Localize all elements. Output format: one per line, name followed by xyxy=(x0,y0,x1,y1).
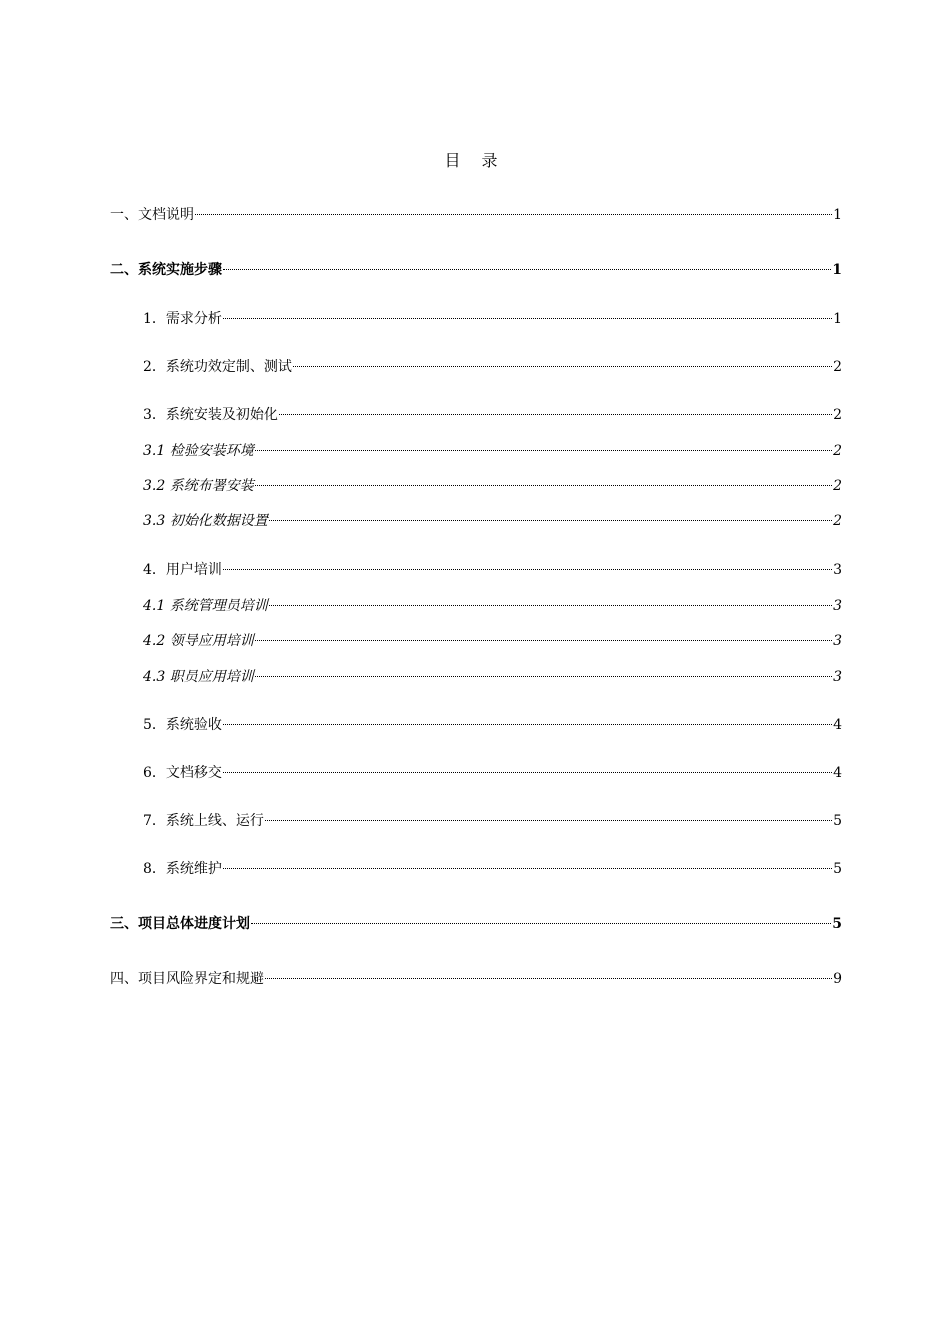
toc-dot-leader xyxy=(195,214,832,215)
toc-dot-leader xyxy=(223,868,832,869)
toc-page-number: 2 xyxy=(833,478,842,494)
toc-entry-deploy-install[interactable] xyxy=(143,476,842,496)
toc-entry-text: 二、系统实施步骤 xyxy=(110,262,222,278)
toc-dot-leader xyxy=(265,820,832,821)
toc-entry-text: 3.2 系统布署安装 xyxy=(143,478,254,494)
toc-entry-customization-testing[interactable] xyxy=(143,357,842,377)
toc-entry-progress-plan[interactable] xyxy=(110,914,842,934)
toc-entry-staff-training[interactable] xyxy=(143,667,842,687)
toc-entry-install-init[interactable] xyxy=(143,405,842,425)
toc-page-number: 3 xyxy=(833,633,842,649)
toc-entry-doc-handover[interactable] xyxy=(143,763,842,783)
toc-entry-text: 4.2 领导应用培训 xyxy=(143,633,254,649)
toc-entry-leader-training[interactable] xyxy=(143,631,842,651)
toc-entry-go-live[interactable] xyxy=(143,811,842,831)
toc-entry-requirements-analysis[interactable] xyxy=(143,309,842,329)
toc-dot-leader xyxy=(269,605,832,606)
toc-entry-text: 8．系统维护 xyxy=(143,861,222,877)
toc-entry-text: 一、文档说明 xyxy=(110,207,194,223)
toc-entry-text: 4．用户培训 xyxy=(143,562,222,578)
toc-dot-leader xyxy=(255,640,832,641)
toc-page-number: 5 xyxy=(833,861,842,877)
toc-dot-leader xyxy=(223,318,832,319)
toc-dot-leader xyxy=(223,569,832,570)
toc-entry-text: 3.1 检验安装环境 xyxy=(143,443,254,459)
toc-page-number: 1 xyxy=(832,262,842,278)
toc-page-number: 3 xyxy=(833,562,842,578)
toc-entry-text: 1．需求分析 xyxy=(143,311,222,327)
toc-dot-leader xyxy=(255,485,832,486)
toc-page-number: 5 xyxy=(832,916,842,932)
toc-dot-leader xyxy=(223,772,832,773)
toc-dot-leader xyxy=(223,269,831,270)
toc-entry-system-maintenance[interactable] xyxy=(143,859,842,879)
toc-entry-text: 4.3 职员应用培训 xyxy=(143,669,254,685)
toc-entry-text: 3.3 初始化数据设置 xyxy=(143,513,268,529)
toc-page-number: 2 xyxy=(833,513,842,529)
toc-page-number: 2 xyxy=(833,443,842,459)
toc-entry-text: 三、项目总体进度计划 xyxy=(110,916,250,932)
toc-dot-leader xyxy=(223,724,832,725)
toc-entry-system-acceptance[interactable] xyxy=(143,715,842,735)
toc-dot-leader xyxy=(255,450,832,451)
toc-page-number: 4 xyxy=(833,717,842,733)
toc-page-number: 5 xyxy=(833,813,842,829)
toc-dot-leader xyxy=(269,520,832,521)
toc-page-number: 1 xyxy=(833,311,842,327)
toc-title: 目 录 xyxy=(444,151,506,170)
toc-entry-text: 5．系统验收 xyxy=(143,717,222,733)
toc-entry-text: 7．系统上线、运行 xyxy=(143,813,264,829)
toc-entry-doc-description[interactable] xyxy=(110,205,842,225)
toc-page-number: 2 xyxy=(833,359,842,375)
toc-dot-leader xyxy=(255,676,832,677)
toc-entry-text: 6．文档移交 xyxy=(143,765,222,781)
toc-page-number: 2 xyxy=(833,407,842,423)
toc-dot-leader xyxy=(251,923,831,924)
toc-dot-leader xyxy=(293,366,832,367)
toc-entry-text: 4.1 系统管理员培训 xyxy=(143,598,268,614)
toc-entry-check-environment[interactable] xyxy=(143,441,842,461)
toc-page-number: 9 xyxy=(833,971,842,987)
toc-dot-leader xyxy=(279,414,832,415)
toc-entry-text: 2．系统功效定制、测试 xyxy=(143,359,292,375)
toc-page-number: 3 xyxy=(833,669,842,685)
toc-page-number: 1 xyxy=(833,207,842,223)
toc-page-number: 3 xyxy=(833,598,842,614)
toc-page-number: 4 xyxy=(833,765,842,781)
toc-entry-admin-training[interactable] xyxy=(143,596,842,616)
toc-entry-text: 3．系统安装及初始化 xyxy=(143,407,278,423)
toc-entry-init-data-settings[interactable] xyxy=(143,511,842,531)
toc-entry-risk-management[interactable] xyxy=(110,969,842,989)
toc-entry-user-training[interactable] xyxy=(143,560,842,580)
toc-dot-leader xyxy=(265,978,832,979)
toc-entry-implementation-steps[interactable] xyxy=(110,260,842,280)
toc-entry-text: 四、项目风险界定和规避 xyxy=(110,971,264,987)
